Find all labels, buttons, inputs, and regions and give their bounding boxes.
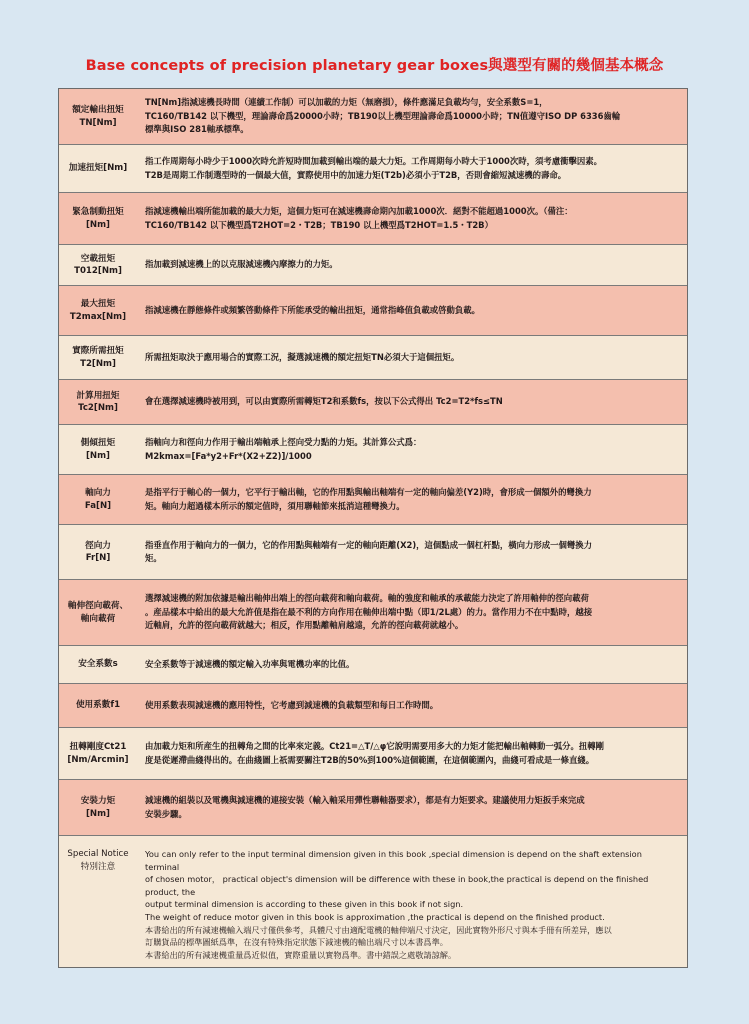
table-row [59, 525, 687, 580]
row-label: 實際所需扭矩 T2[Nm] [72, 346, 124, 369]
row-description: 使用系數表現減速機的應用特性，它考慮到減速機的負載類型和每日工作時間。 [145, 699, 439, 710]
row-label: 計算用扭矩 Tc2[Nm] [76, 390, 120, 413]
row-description: 安全系數等于減速機的額定輸入功率與電機功率的比值。 [145, 658, 355, 669]
table-row [59, 646, 687, 684]
table-row [59, 580, 687, 646]
table-row [59, 245, 687, 286]
row-label: 空載扭矩 T012[Nm] [74, 253, 122, 276]
table-row [59, 475, 687, 525]
special-notice-row [59, 836, 687, 967]
row-label: 額定輸出扭矩 TN[Nm] [72, 105, 124, 128]
table-row [59, 336, 687, 380]
row-label: 徑向力 Fr[N] [85, 540, 111, 563]
table-row [59, 425, 687, 475]
row-label: 加速扭矩[Nm] [68, 163, 128, 174]
page-title: Base concepts of precision planetary gear boxes與選型有關的幾個基本概念 [85, 58, 664, 74]
row-label: 最大扭矩 T2max[Nm] [69, 299, 127, 322]
row-description: 減速機的組裝以及電機與減速機的連接安裝（輸入軸采用彈性聯軸器要求），都是有力矩要求。建議使用力矩扳手來完成 安裝步驟。 [145, 795, 585, 819]
table-row [59, 380, 687, 425]
row-label: 使用系數f1 [75, 700, 121, 711]
table-row [59, 193, 687, 245]
row-description: 是指平行于軸心的一個力，它平行于輸出軸，它的作用點與輸出軸端有一定的軸向偏差(Y2)時，會形成一個額外的彎換力 矩。軸向力超過樣本所示的額定值時，須用聯軸節來抵消這種彎換力。 [145, 487, 592, 511]
row-description: 由加載力矩和所産生的扭轉角之間的比率來定義。Ct21=△T/△φ它說明需要用多大的力矩才能把輸出軸轉動一弧分。扭轉剛 度是從遲滯曲綫得出的。在曲綫圖上祇需要關注T2B的50%到100%這個範圍，在這個範圍內，曲綫可看成是一條直綫。 [145, 741, 605, 765]
table-row [59, 780, 687, 836]
row-label: 安裝力矩 [Nm] [80, 796, 116, 819]
row-label: 安全系數s [78, 659, 118, 670]
special-notice-text: You can only refer to the input terminal dimension given in this book ,special dimension is depend on the shaft extension terminal of chosen motor， practical object's dimension will be difference with these in book,the practical is depend on the finished product, the output terminal dimension is according to these given in this book if not sign. The weight of reduce motor given in this book is approximation ,the practical is depend on the finished product. 本書給出的所有減速機輸入端尺寸僅供參考，具體尺寸由適配電機的軸伸端尺寸決定，因此實物外形尺寸與本手冊有所差异，應以 訂購貨品的標準圖紙爲準，在沒有特殊指定狀態下減速機的輸出端尺寸以本書爲準。 本書給出的所有減速機重量爲近似值，實際重量以實物爲準。書中錯誤之處敬請諒解。 [145, 849, 649, 960]
row-label: 緊急制動扭矩 [Nm] [72, 207, 124, 230]
row-description: 所需扭矩取決于應用場合的實際工況，擬選減速機的額定扭矩TN必須大于這個扭矩。 [145, 351, 460, 362]
row-description: 選擇減速機的附加依據是輸出軸伸出端上的徑向載荷和軸向載荷。軸的強度和軸承的承載能力決定了許用軸伸的徑向載荷 。産品樣本中給出的最大允許值是指在最不利的方向作用在軸伸出端中點（即1/2L處）的力。當作用力不在中點時，越接 近軸肩，允許的徑向載荷就越大；相反，作用點離軸肩越遠，允許的徑向載荷就越小。 [145, 593, 593, 631]
row-label: 軸向力 Fa[N] [84, 488, 112, 511]
table-row [59, 728, 687, 780]
table-row [59, 684, 687, 728]
table-row [59, 286, 687, 336]
row-label: 扭轉剛度Ct21 [Nm/Arcmin] [67, 742, 129, 765]
concepts-table [58, 88, 688, 968]
row-description: 指工作周期每小時少于1000次時允許短時間加載到輸出端的最大力矩。工作周期每小時大于1000次時，須考慮衝擊因素。 T2B是周期工作制選型時的一個最大值，實際使用中的加速力矩(T2b)必須小于T2B，否則會縮短減速機的壽命。 [145, 156, 602, 180]
row-description: 指減速機輸出端所能加載的最大力矩，這個力矩可在減速機壽命期內加載1000次．絕對不能超過1000次。（備注： TC160/TB142 以下機型爲T2HOT=2・T2B；TB190 以上機型爲T2HOT=1.5・T2B） [145, 206, 573, 230]
table-row [59, 89, 687, 145]
row-description: TN[Nm]指減速機長時間（連續工作制）可以加載的力矩（無磨損），條件應滿足負載均勻，安全系數S=1， TC160/TB142 以下機型，理論壽命爲20000小時；TB190以上機型理論壽命爲10000小時；TN值遵守ISO DP 6336齒輪 標準與ISO 281軸承標準。 [145, 97, 621, 135]
row-description: 指加載到減速機上的以克服減速機內摩擦力的力矩。 [145, 259, 338, 270]
special-notice-label: Special Notice 特別注意 [67, 849, 129, 872]
row-label: 側傾扭矩 [Nm] [80, 438, 116, 461]
row-description: 指軸向力和徑向力作用于輸出端軸承上徑向受力點的力矩。其計算公式爲： M2kmax=[Fa*y2+Fr*(X2+Z2)]/1000 [145, 437, 422, 461]
row-label: 軸伸徑向載荷、 軸向載荷 [67, 601, 129, 624]
row-description: 會在選擇減速機時被用到，可以由實際所需轉矩T2和系數fs，按以下公式得出 Tc2=T2*fs≤TN [145, 396, 503, 407]
row-description: 指減速機在靜態條件或頻繁啓動條件下所能承受的輸出扭矩，通常指峰值負載或啓動負載。 [145, 304, 480, 315]
row-description: 指垂直作用于軸向力的一個力，它的作用點與軸端有一定的軸向距離(X2)，這個點成一個杠杆點，橫向力形成一個彎換力 矩。 [145, 539, 593, 563]
table-row [59, 145, 687, 193]
